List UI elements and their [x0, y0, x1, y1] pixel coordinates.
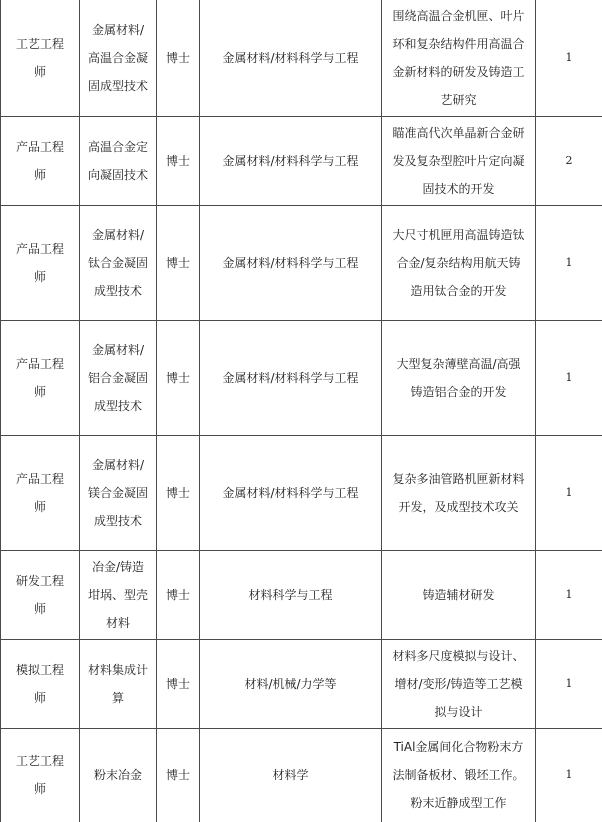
- degree: 博士: [157, 729, 200, 822]
- headcount: 1: [536, 640, 602, 729]
- research-direction: 高温合金定向凝固技术: [80, 117, 157, 206]
- major: 材料学: [200, 729, 382, 822]
- job-title: 工艺工程师: [1, 0, 80, 117]
- table-row: [1, 206, 602, 321]
- work-task: 铸造辅材研发: [382, 551, 536, 640]
- job-title: 研发工程师: [1, 551, 80, 640]
- major: 金属材料/材料科学与工程: [200, 117, 382, 206]
- job-title: 产品工程师: [1, 436, 80, 551]
- research-direction: 金属材料/铝合金凝固成型技术: [80, 321, 157, 436]
- major: 金属材料/材料科学与工程: [200, 0, 382, 117]
- table-row: [1, 729, 602, 822]
- job-title: 产品工程师: [1, 321, 80, 436]
- headcount: 1: [536, 436, 602, 551]
- table-row: [1, 551, 602, 640]
- work-task: 围绕高温合金机匣、叶片环和复杂结构件用高温合金新材料的研发及铸造工艺研究: [382, 0, 536, 117]
- job-title: 产品工程师: [1, 117, 80, 206]
- job-title: 模拟工程师: [1, 640, 80, 729]
- degree: 博士: [157, 0, 200, 117]
- degree: 博士: [157, 436, 200, 551]
- work-task: TiAl金属间化合物粉末方法制备板材、锻坯工作。粉末近静成型工作: [382, 729, 536, 822]
- major: 材料科学与工程: [200, 551, 382, 640]
- research-direction: 材料集成计算: [80, 640, 157, 729]
- headcount: 1: [536, 206, 602, 321]
- work-task: 复杂多油管路机匣新材料开发，及成型技术攻关: [382, 436, 536, 551]
- degree: 博士: [157, 117, 200, 206]
- job-title: 工艺工程师: [1, 729, 80, 822]
- table-row: [1, 0, 602, 117]
- research-direction: 金属材料/钛合金凝固成型技术: [80, 206, 157, 321]
- research-direction: 冶金/铸造坩埚、型壳材料: [80, 551, 157, 640]
- table-row: [1, 640, 602, 729]
- job-title: 产品工程师: [1, 206, 80, 321]
- table-row: [1, 436, 602, 551]
- research-direction: 粉末冶金: [80, 729, 157, 822]
- degree: 博士: [157, 206, 200, 321]
- major: 金属材料/材料科学与工程: [200, 321, 382, 436]
- research-direction: 金属材料/镁合金凝固成型技术: [80, 436, 157, 551]
- research-direction: 金属材料/高温合金凝固成型技术: [80, 0, 157, 117]
- headcount: 1: [536, 0, 602, 117]
- table-row: [1, 321, 602, 436]
- headcount: 1: [536, 729, 602, 822]
- headcount: 1: [536, 551, 602, 640]
- degree: 博士: [157, 640, 200, 729]
- major: 金属材料/材料科学与工程: [200, 206, 382, 321]
- work-task: 瞄准高代次单晶新合金研发及复杂型腔叶片定向凝固技术的开发: [382, 117, 536, 206]
- major: 金属材料/材料科学与工程: [200, 436, 382, 551]
- headcount: 2: [536, 117, 602, 206]
- headcount: 1: [536, 321, 602, 436]
- work-task: 材料多尺度模拟与设计、增材/变形/铸造等工艺模拟与设计: [382, 640, 536, 729]
- work-task: 大尺寸机匣用高温铸造钛合金/复杂结构用航天铸造用钛合金的开发: [382, 206, 536, 321]
- table-row: [1, 117, 602, 206]
- degree: 博士: [157, 551, 200, 640]
- degree: 博士: [157, 321, 200, 436]
- work-task: 大型复杂薄壁高温/高强铸造铝合金的开发: [382, 321, 536, 436]
- major: 材料/机械/力学等: [200, 640, 382, 729]
